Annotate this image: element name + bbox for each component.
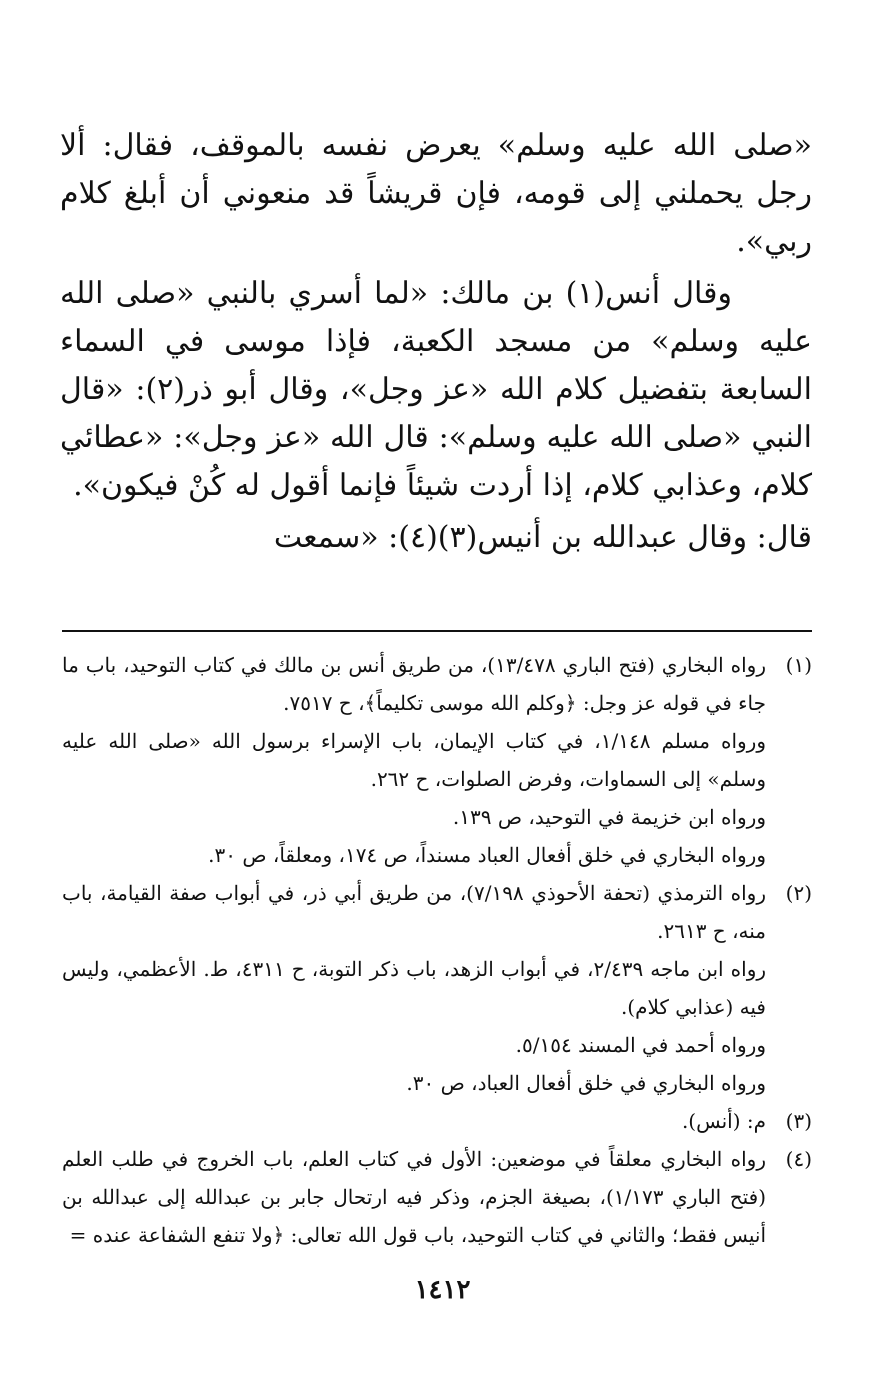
footnote-line: رواه البخاري (فتح الباري ١٣/٤٧٨)، من طريق أنس بن مالك في كتاب التوحيد، باب ما جاء في قوله عز وجل: ﴿وكلم الله موسى تكليماً﴾، ح ٧٥١٧.: [62, 653, 767, 715]
footnote-number: (٣): [785, 1109, 812, 1133]
footnote: [62, 1140, 812, 1254]
footnote-number: (٢): [785, 881, 812, 905]
footnote-line: رواه ابن ماجه ٢/٤٣٩، في أبواب الزهد، باب ذكر التوبة، ح ٤٣١١، ط. الأعظمي، وليس فيه (عذابي كلام).: [62, 957, 767, 1019]
footnote-line: ورواه أحمد في المسند ٥/١٥٤.: [515, 1033, 766, 1057]
footnotes: [62, 646, 812, 1254]
footnote-body: [62, 1140, 766, 1254]
footnote-line: ورواه مسلم ١/١٤٨، في كتاب الإيمان، باب الإسراء برسول الله «صلى الله عليه وسلم» إلى السماوات، وفرض الصلوات، ح ٢٦٢.: [62, 729, 766, 791]
main-text: [60, 122, 812, 562]
paragraph: وقال أنس(١) بن مالك: «لما أسري بالنبي «صلى الله عليه وسلم» من مسجد الكعبة، فإذا موسى في السماء السابعة بتفضيل كلام الله «عز وجل»، وقال أبو ذر(٢): «قال النبي «صلى الله عليه وسلم»: قال الله «عز وجل»: «عطائي كلام، وعذابي كلام، إذا أردت شيئاً فإنما أقول له كُنْ فيكون».: [60, 276, 812, 503]
paragraph: «صلى الله عليه وسلم» يعرض نفسه بالموقف، فقال: ألا رجل يحملني إلى قومه، فإن قريشاً قد منعوني أن أبلغ كلام ربي».: [60, 128, 812, 259]
footnote-number: (١): [785, 653, 812, 677]
footnote-line: م: (أنس).: [681, 1109, 766, 1133]
paragraph: قال: وقال عبدالله بن أنيس(٣)(٤): «سمعت: [273, 520, 812, 555]
footnote-line: ورواه البخاري في خلق أفعال العباد، ص ٣٠.: [406, 1071, 766, 1095]
footnote: [62, 646, 812, 874]
footnote-line: ورواه ابن خزيمة في التوحيد، ص ١٣٩.: [452, 805, 766, 829]
footnote-line: رواه البخاري معلقاً في موضعين: الأول في كتاب العلم، باب الخروج في طلب العلم (فتح الباري ١/١٧٣)، بصيغة الجزم، وذكر فيه ارتحال جابر بن عبدالله إلى عبدالله بن أنيس فقط؛ والثاني في كتاب التوحيد، باب قول الله تعالى: ﴿ولا تنفع الشفاعة عنده =: [62, 1147, 766, 1247]
page-number: ١٤١٢: [414, 1275, 471, 1305]
footnote: [62, 874, 812, 1102]
footnote-separator: [62, 630, 812, 632]
footnote-line: رواه الترمذي (تحفة الأحوذي ٧/١٩٨)، من طريق أبي ذر، في أبواب صفة القيامة، باب منه، ح ٢٦١٣.: [62, 881, 766, 943]
footnote-body: [62, 1102, 766, 1140]
footnote-number: (٤): [785, 1147, 812, 1171]
footnote-line: ورواه البخاري في خلق أفعال العباد مسنداً، ص ١٧٤، ومعلقاً، ص ٣٠.: [208, 843, 766, 867]
footnote-body: [62, 874, 766, 1102]
footnote: [62, 1102, 812, 1140]
footnote-body: [62, 646, 766, 874]
